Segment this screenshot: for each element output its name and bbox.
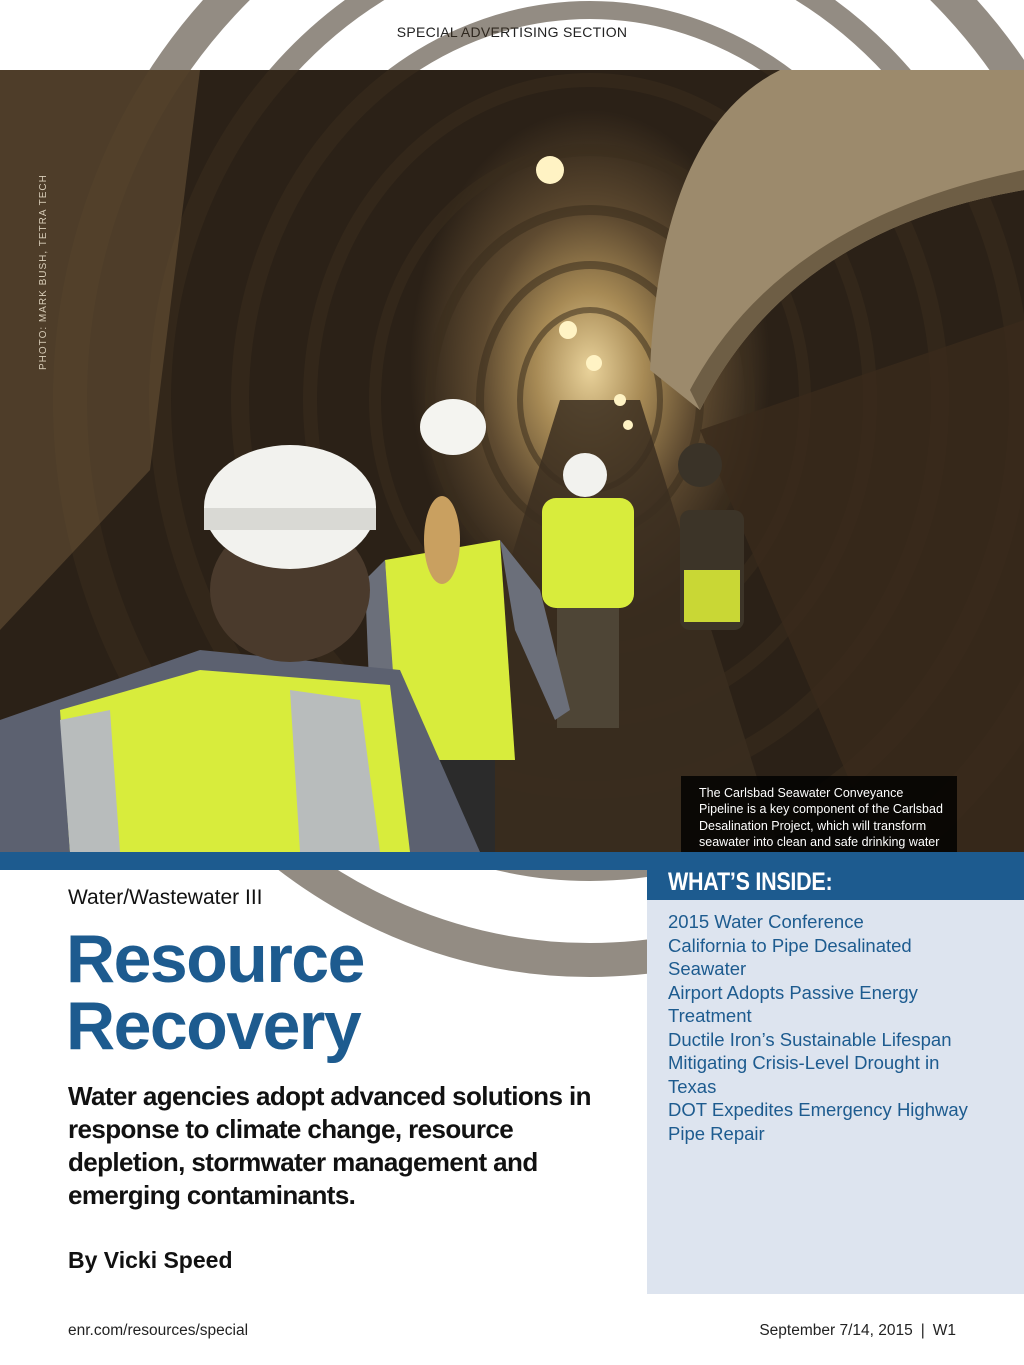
page-number: W1 [932, 1322, 956, 1339]
whats-inside-item[interactable]: DOT Expedites Emergency Highway Pipe Repair [668, 1099, 968, 1144]
whats-inside-item[interactable]: Ductile Iron’s Sustainable Lifespan [668, 1028, 952, 1050]
photo-credit: PHOTO: MARK BUSH, TETRA TECH [38, 174, 49, 370]
section-label: Water/Wastewater III [68, 886, 263, 909]
whats-inside-panel [647, 900, 1024, 1294]
article-deck: Water agencies adopt advanced solutions in response to climate change, resource depletion, stormwater management and emerging contaminants. [68, 1081, 591, 1210]
section-header-label: SPECIAL ADVERTISING SECTION [396, 24, 628, 40]
photo-caption: The Carlsbad Seawater Conveyance Pipeline is a key component of the Carlsbad Desalination Project, which will transform seawater into clean and safe drinking water [681, 776, 957, 896]
title-line-1: Resource [66, 921, 364, 997]
whats-inside-item[interactable]: 2015 Water Conference [668, 911, 864, 932]
article-title [66, 921, 626, 1064]
tunnel-illustration [0, 70, 1024, 852]
whats-inside-list [668, 910, 968, 1145]
whats-inside-item[interactable]: Airport Adopts Passive Energy Treatment [668, 981, 918, 1026]
hero-photo [0, 70, 1024, 852]
title-line-2: Recovery [66, 988, 361, 1064]
byline: By Vicki Speed [68, 1247, 233, 1273]
whats-inside-item[interactable]: California to Pipe Desalinated Seawater [668, 934, 912, 979]
footer-date-page [759, 1322, 956, 1340]
footer-url[interactable]: enr.com/resources/special [68, 1322, 249, 1339]
whats-inside-header [647, 852, 1024, 900]
whats-inside-item[interactable]: Mitigating Crisis-Level Drought in Texas [668, 1052, 940, 1097]
whats-inside-title: WHAT’S INSIDE: [668, 868, 833, 896]
footer-separator: | [920, 1322, 925, 1339]
footer-date: September 7/14, 2015 [759, 1322, 913, 1339]
